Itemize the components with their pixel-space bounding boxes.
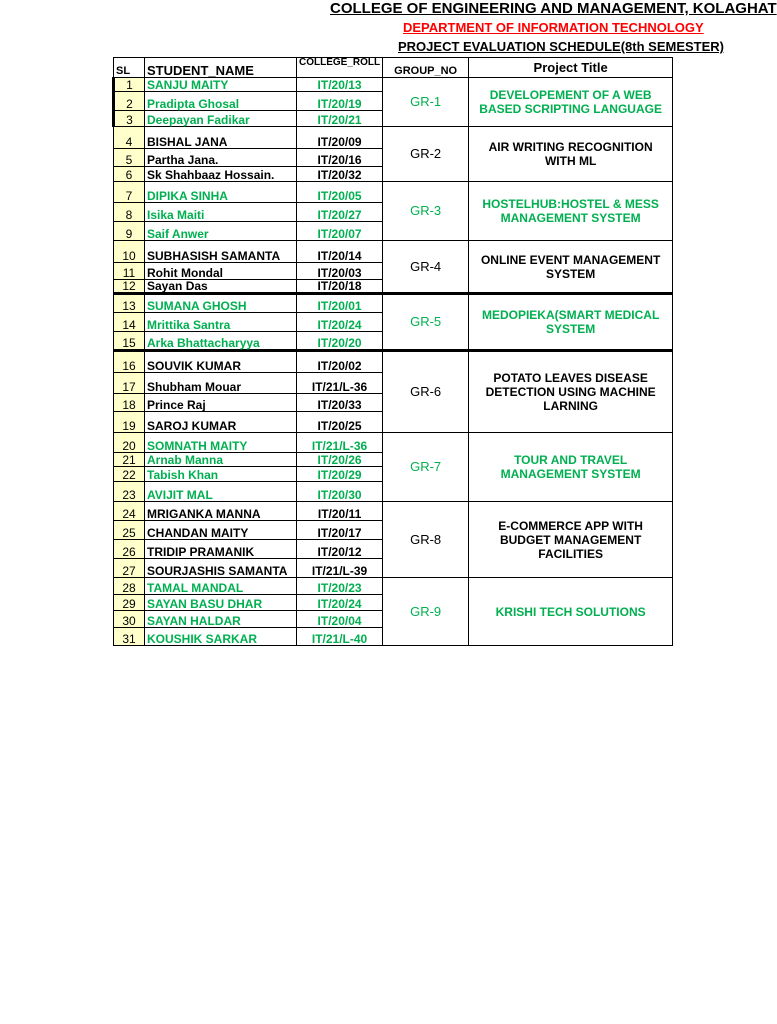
cell-group-no: GR-7 bbox=[383, 433, 469, 502]
cell-student-name: SOURJASHIS SAMANTA bbox=[145, 559, 297, 578]
cell-student-name: Pradipta Ghosal bbox=[145, 92, 297, 111]
cell-college-roll: IT/20/29 bbox=[297, 467, 383, 482]
cell-student-name: TAMAL MANDAL bbox=[145, 578, 297, 595]
cell-project-title: KRISHI TECH SOLUTIONS bbox=[469, 578, 673, 646]
table-row bbox=[114, 502, 673, 521]
cell-college-roll: IT/20/09 bbox=[297, 127, 383, 149]
cell-student-name: Partha Jana. bbox=[145, 149, 297, 167]
cell-sl: 10 bbox=[114, 241, 145, 263]
college-title: COLLEGE OF ENGINEERING AND MANAGEMENT, KOLAGHAT bbox=[330, 0, 777, 17]
cell-sl: 1 bbox=[114, 78, 145, 92]
table-row bbox=[114, 127, 673, 149]
cell-student-name: Arka Bhattacharyya bbox=[145, 332, 297, 351]
cell-college-roll: IT/20/30 bbox=[297, 482, 383, 502]
cell-college-roll: IT/20/32 bbox=[297, 167, 383, 182]
cell-college-roll: IT/20/27 bbox=[297, 203, 383, 222]
cell-group-no: GR-4 bbox=[383, 241, 469, 294]
cell-student-name: SOUVIK KUMAR bbox=[145, 351, 297, 373]
cell-student-name: TRIDIP PRAMANIK bbox=[145, 540, 297, 559]
cell-group-no: GR-3 bbox=[383, 182, 469, 241]
cell-student-name: CHANDAN MAITY bbox=[145, 521, 297, 540]
cell-student-name: Prince Raj bbox=[145, 394, 297, 412]
table-row bbox=[114, 433, 673, 453]
cell-sl: 25 bbox=[114, 521, 145, 540]
cell-sl: 26 bbox=[114, 540, 145, 559]
cell-student-name: Sayan Das bbox=[145, 280, 297, 294]
cell-college-roll: IT/20/26 bbox=[297, 453, 383, 467]
cell-college-roll: IT/20/12 bbox=[297, 540, 383, 559]
cell-sl: 14 bbox=[114, 313, 145, 332]
cell-college-roll: IT/20/13 bbox=[297, 78, 383, 92]
table-row bbox=[114, 241, 673, 263]
cell-student-name: Sk Shahbaaz Hossain. bbox=[145, 167, 297, 182]
cell-student-name: SAYAN BASU DHAR bbox=[145, 595, 297, 611]
cell-student-name: SANJU MAITY bbox=[145, 78, 297, 92]
cell-sl: 21 bbox=[114, 453, 145, 467]
header-sl: SL bbox=[114, 58, 145, 78]
cell-student-name: Rohit Mondal bbox=[145, 263, 297, 280]
cell-project-title: ONLINE EVENT MANAGEMENT SYSTEM bbox=[469, 241, 673, 294]
cell-project-title: AIR WRITING RECOGNITION WITH ML bbox=[469, 127, 673, 182]
cell-student-name: Isika Maiti bbox=[145, 203, 297, 222]
cell-college-roll: IT/20/18 bbox=[297, 280, 383, 294]
cell-college-roll: IT/21/L-36 bbox=[297, 373, 383, 394]
cell-college-roll: IT/20/23 bbox=[297, 578, 383, 595]
cell-college-roll: IT/20/04 bbox=[297, 611, 383, 628]
cell-group-no: GR-1 bbox=[383, 78, 469, 127]
cell-sl: 13 bbox=[114, 294, 145, 313]
cell-sl: 16 bbox=[114, 351, 145, 373]
cell-sl: 30 bbox=[114, 611, 145, 628]
cell-sl: 4 bbox=[114, 127, 145, 149]
table-body bbox=[114, 78, 673, 646]
cell-student-name: BISHAL JANA bbox=[145, 127, 297, 149]
cell-student-name: Deepayan Fadikar bbox=[145, 111, 297, 127]
header-project-title: Project Title bbox=[469, 58, 673, 78]
cell-sl: 23 bbox=[114, 482, 145, 502]
cell-college-roll: IT/20/14 bbox=[297, 241, 383, 263]
cell-group-no: GR-5 bbox=[383, 294, 469, 351]
cell-sl: 7 bbox=[114, 182, 145, 203]
cell-project-title: E-COMMERCE APP WITH BUDGET MANAGEMENT FACILITIES bbox=[469, 502, 673, 578]
cell-student-name: Saif Anwer bbox=[145, 222, 297, 241]
cell-college-roll: IT/21/L-40 bbox=[297, 628, 383, 646]
cell-sl: 5 bbox=[114, 149, 145, 167]
cell-college-roll: IT/20/11 bbox=[297, 502, 383, 521]
cell-student-name: KOUSHIK SARKAR bbox=[145, 628, 297, 646]
cell-sl: 11 bbox=[114, 263, 145, 280]
cell-college-roll: IT/20/05 bbox=[297, 182, 383, 203]
cell-sl: 15 bbox=[114, 332, 145, 351]
table-row bbox=[114, 578, 673, 595]
schedule-title: PROJECT EVALUATION SCHEDULE(8th SEMESTER) bbox=[398, 39, 724, 54]
cell-student-name: SUMANA GHOSH bbox=[145, 294, 297, 313]
cell-college-roll: IT/20/24 bbox=[297, 313, 383, 332]
cell-project-title: HOSTELHUB:HOSTEL & MESS MANAGEMENT SYSTEM bbox=[469, 182, 673, 241]
cell-college-roll: IT/21/L-39 bbox=[297, 559, 383, 578]
table-row bbox=[114, 351, 673, 373]
cell-group-no: GR-9 bbox=[383, 578, 469, 646]
cell-project-title: DEVELOPEMENT OF A WEB BASED SCRIPTING LANGUAGE bbox=[469, 78, 673, 127]
cell-student-name: Tabish Khan bbox=[145, 467, 297, 482]
cell-student-name: Mrittika Santra bbox=[145, 313, 297, 332]
cell-college-roll: IT/20/16 bbox=[297, 149, 383, 167]
cell-group-no: GR-6 bbox=[383, 351, 469, 433]
header-student-name: STUDENT_NAME bbox=[145, 58, 297, 78]
header-group-no: GROUP_NO bbox=[383, 58, 469, 78]
cell-college-roll: IT/20/33 bbox=[297, 394, 383, 412]
cell-sl: 8 bbox=[114, 203, 145, 222]
cell-student-name: SOMNATH MAITY bbox=[145, 433, 297, 453]
table-row bbox=[114, 182, 673, 203]
table-row bbox=[114, 294, 673, 313]
title-block bbox=[0, 0, 777, 58]
cell-sl: 6 bbox=[114, 167, 145, 182]
cell-student-name: AVIJIT MAL bbox=[145, 482, 297, 502]
cell-college-roll: IT/20/20 bbox=[297, 332, 383, 351]
cell-sl: 31 bbox=[114, 628, 145, 646]
cell-college-roll: IT/20/17 bbox=[297, 521, 383, 540]
cell-sl: 19 bbox=[114, 412, 145, 433]
cell-sl: 18 bbox=[114, 394, 145, 412]
cell-student-name: Shubham Mouar bbox=[145, 373, 297, 394]
evaluation-table bbox=[112, 57, 673, 646]
cell-sl: 27 bbox=[114, 559, 145, 578]
cell-college-roll: IT/20/02 bbox=[297, 351, 383, 373]
cell-sl: 9 bbox=[114, 222, 145, 241]
department-title: DEPARTMENT OF INFORMATION TECHNOLOGY bbox=[403, 20, 704, 35]
cell-sl: 22 bbox=[114, 467, 145, 482]
cell-sl: 3 bbox=[114, 111, 145, 127]
cell-sl: 28 bbox=[114, 578, 145, 595]
cell-college-roll: IT/20/21 bbox=[297, 111, 383, 127]
cell-project-title: TOUR AND TRAVEL MANAGEMENT SYSTEM bbox=[469, 433, 673, 502]
header-college-roll: COLLEGE_ROLL bbox=[297, 58, 383, 78]
cell-sl: 17 bbox=[114, 373, 145, 394]
cell-college-roll: IT/20/24 bbox=[297, 595, 383, 611]
cell-student-name: Arnab Manna bbox=[145, 453, 297, 467]
cell-student-name: SAROJ KUMAR bbox=[145, 412, 297, 433]
cell-college-roll: IT/20/03 bbox=[297, 263, 383, 280]
cell-college-roll: IT/21/L-36 bbox=[297, 433, 383, 453]
cell-sl: 12 bbox=[114, 280, 145, 294]
table-row bbox=[114, 78, 673, 92]
cell-college-roll: IT/20/19 bbox=[297, 92, 383, 111]
cell-project-title: MEDOPIEKA(SMART MEDICAL SYSTEM bbox=[469, 294, 673, 351]
cell-group-no: GR-8 bbox=[383, 502, 469, 578]
cell-college-roll: IT/20/25 bbox=[297, 412, 383, 433]
cell-student-name: MRIGANKA MANNA bbox=[145, 502, 297, 521]
cell-group-no: GR-2 bbox=[383, 127, 469, 182]
cell-college-roll: IT/20/07 bbox=[297, 222, 383, 241]
cell-student-name: SUBHASISH SAMANTA bbox=[145, 241, 297, 263]
cell-sl: 2 bbox=[114, 92, 145, 111]
cell-student-name: SAYAN HALDAR bbox=[145, 611, 297, 628]
cell-student-name: DIPIKA SINHA bbox=[145, 182, 297, 203]
header-row bbox=[114, 58, 673, 78]
cell-college-roll: IT/20/01 bbox=[297, 294, 383, 313]
cell-sl: 20 bbox=[114, 433, 145, 453]
cell-sl: 24 bbox=[114, 502, 145, 521]
cell-project-title: POTATO LEAVES DISEASE DETECTION USING MACHINE LARNING bbox=[469, 351, 673, 433]
cell-sl: 29 bbox=[114, 595, 145, 611]
